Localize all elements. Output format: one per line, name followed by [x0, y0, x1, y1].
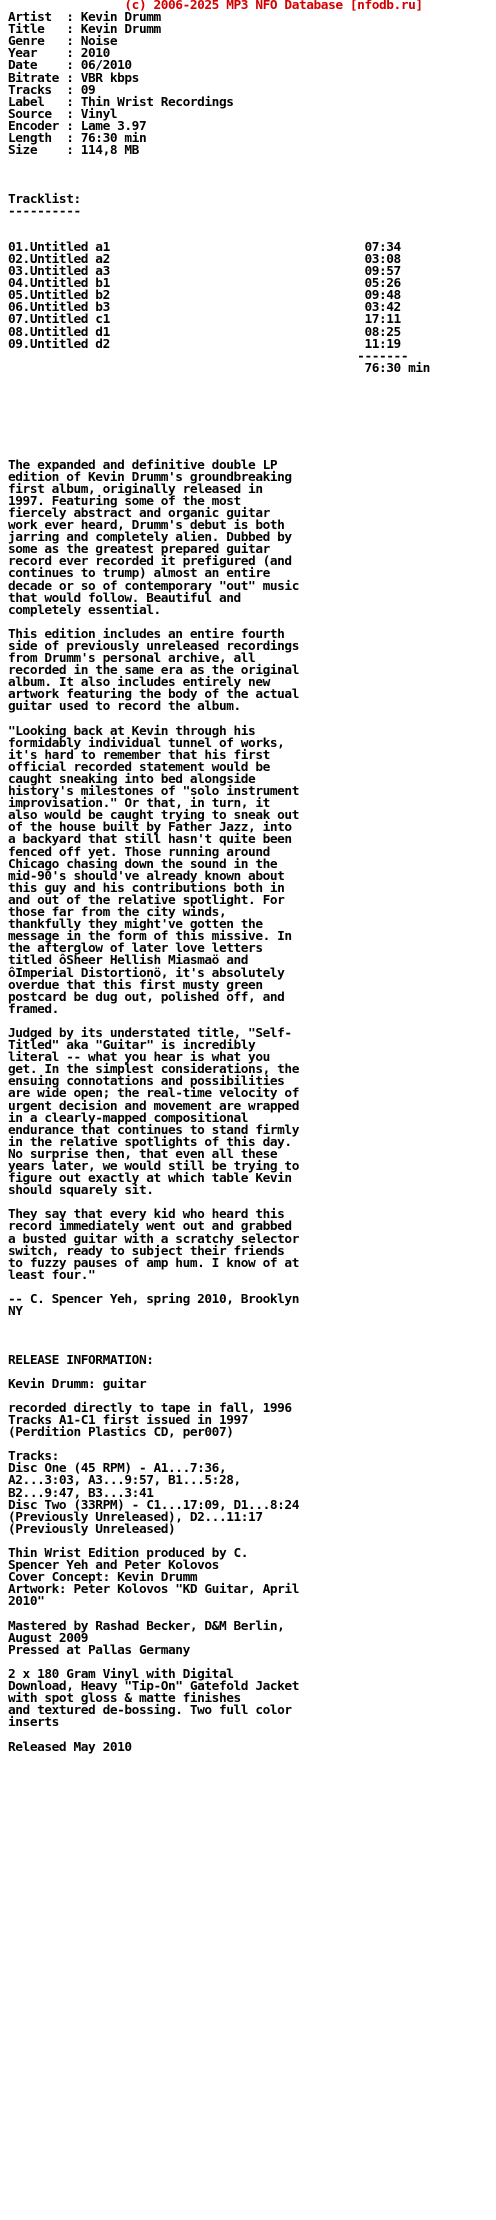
nfo-line: The expanded and definitive double LP	[8, 457, 278, 473]
nfo-line: of the house built by Father Jazz, into	[8, 820, 292, 836]
nfo-credit-header: (c) 2006-2025 MP3 NFO Database [nfodb.ru]	[8, 0, 423, 13]
nfo-line: postcard be dug out, polished off, and	[8, 989, 285, 1005]
nfo-line	[8, 399, 492, 411]
nfo-line	[8, 375, 492, 387]
nfo-line: first album, originally released in	[8, 481, 263, 497]
nfo-line: overdue that this first musty green	[8, 977, 263, 993]
nfo-line	[8, 435, 492, 447]
nfo-line: in a clearly-mapped compositional	[8, 1110, 249, 1126]
nfo-line: Artist : Kevin Drumm	[8, 10, 161, 26]
nfo-line: Date : 06/2010	[8, 58, 132, 74]
nfo-line: improvisation." Or that, in turn, it	[8, 796, 270, 812]
nfo-line: Download, Heavy "Tip-On" Gatefold Jacket	[8, 1679, 299, 1695]
nfo-line: 05.Untitled b2 09:48	[8, 288, 401, 304]
nfo-line: are wide open; the real-time velocity of	[8, 1086, 299, 1102]
nfo-line: Disc One (45 RPM) - A1...7:36,	[8, 1461, 227, 1477]
nfo-line: NY	[8, 1304, 23, 1320]
nfo-line: urgent decision and movement are wrapped	[8, 1098, 299, 1114]
nfo-line: Encoder : Lame 3.97	[8, 118, 147, 134]
nfo-line: figure out exactly at which table Kevin	[8, 1171, 292, 1187]
nfo-line: framed.	[8, 1001, 59, 1017]
nfo-line: completely essential.	[8, 602, 161, 618]
nfo-line: 01.Untitled a1 07:34	[8, 239, 401, 255]
nfo-line	[8, 218, 492, 230]
nfo-line: with spot gloss & matte finishes	[8, 1691, 241, 1707]
nfo-line: Genre : Noise	[8, 34, 118, 50]
nfo-line: mid-90's should've already known about	[8, 868, 285, 884]
nfo-line: Tracklist:	[8, 191, 81, 207]
nfo-line: recorded directly to tape in fall, 1996	[8, 1400, 292, 1416]
nfo-line: a busted guitar with a scratchy selector	[8, 1231, 299, 1247]
nfo-line: Cover Concept: Kevin Drumm	[8, 1570, 198, 1586]
nfo-line: switch, ready to subject their friends	[8, 1243, 285, 1259]
nfo-line: 02.Untitled a2 03:08	[8, 251, 401, 267]
nfo-line: message in the form of this missive. In	[8, 929, 292, 945]
nfo-line: Pressed at Pallas Germany	[8, 1642, 190, 1658]
nfo-line: fiercely abstract and organic guitar	[8, 505, 270, 521]
nfo-line: official recorded statement would be	[8, 759, 270, 775]
nfo-line: 1997. Featuring some of the most	[8, 493, 241, 509]
nfo-line: Mastered by Rashad Becker, D&M Berlin,	[8, 1618, 285, 1634]
nfo-line: a backyard that still hasn't quite been	[8, 832, 292, 848]
nfo-line	[8, 423, 492, 435]
nfo-line: Judged by its understated title, "Self-	[8, 1025, 292, 1041]
nfo-line: 08.Untitled d1 08:25	[8, 324, 401, 340]
nfo-line: (Previously Unreleased), D2...11:17	[8, 1509, 263, 1525]
nfo-line: endurance that continues to stand firmly	[8, 1122, 299, 1138]
nfo-line: Thin Wrist Edition produced by C.	[8, 1546, 249, 1561]
nfo-line: 2 x 180 Gram Vinyl with Digital	[8, 1666, 234, 1682]
nfo-line: 2010"	[8, 1594, 45, 1610]
nfo-line: record ever recorded it prefigured (and	[8, 554, 292, 570]
nfo-line: work ever heard, Drumm's debut is both	[8, 518, 285, 534]
nfo-line: caught sneaking into bed alongside	[8, 772, 256, 787]
nfo-line: jarring and completely alien. Dubbed by	[8, 530, 292, 546]
nfo-line	[8, 1318, 492, 1330]
nfo-line: least four."	[8, 1267, 96, 1283]
nfo-line: ôImperial Distortionö, it's absolutely	[8, 965, 285, 981]
nfo-line: 76:30 min	[8, 360, 430, 376]
nfo-line: recorded in the same era as the original	[8, 663, 299, 679]
nfo-line	[8, 387, 492, 399]
nfo-line: 03.Untitled a3 09:57	[8, 264, 401, 280]
nfo-line: literal -- what you hear is what you	[8, 1050, 270, 1066]
nfo-line: and out of the relative spotlight. For	[8, 892, 285, 908]
nfo-line: -- C. Spencer Yeh, spring 2010, Brooklyn	[8, 1292, 299, 1308]
nfo-line: in the relative spotlights of this day.	[8, 1134, 292, 1150]
nfo-line: "Looking back at Kevin through his	[8, 723, 256, 739]
nfo-line: Year : 2010	[8, 46, 110, 62]
nfo-line	[8, 157, 492, 169]
nfo-line: Artwork: Peter Kolovos "KD Guitar, April	[8, 1582, 299, 1598]
nfo-line: from Drumm's personal archive, all	[8, 651, 256, 667]
nfo-line: decade or so of contemporary "out" music	[8, 578, 299, 594]
nfo-line: 04.Untitled b1 05:26	[8, 276, 401, 292]
nfo-line: inserts	[8, 1715, 59, 1731]
nfo-line: edition of Kevin Drumm's groundbreaking	[8, 469, 292, 485]
nfo-line: Tracks : 09	[8, 82, 96, 98]
nfo-line	[8, 1330, 492, 1342]
nfo-line: Tracks A1-C1 first issued in 1997	[8, 1412, 249, 1428]
nfo-line: guitar used to record the album.	[8, 699, 241, 715]
nfo-line: also would be caught trying to sneak out	[8, 808, 299, 824]
nfo-line: B2...9:47, B3...3:41	[8, 1485, 154, 1501]
nfo-line: (Previously Unreleased)	[8, 1521, 176, 1537]
nfo-line: A2...3:03, A3...9:57, B1...5:28,	[8, 1473, 241, 1489]
nfo-line: Source : Vinyl	[8, 106, 118, 122]
nfo-line	[8, 1439, 492, 1451]
nfo-line: Size : 114,8 MB	[8, 143, 139, 159]
nfo-line: Chicago chasing down the sound in the	[8, 856, 278, 872]
nfo-line: RELEASE INFORMATION:	[8, 1352, 154, 1368]
nfo-line: should squarely sit.	[8, 1183, 154, 1199]
nfo-line: artwork featuring the body of the actual	[8, 687, 299, 703]
nfo-line: that would follow. Beautiful and	[8, 590, 241, 606]
nfo-line: thankfully they might've gotten the	[8, 917, 263, 933]
nfo-line: Kevin Drumm: guitar	[8, 1376, 147, 1392]
nfo-line: Bitrate : VBR kbps	[8, 70, 139, 86]
nfo-line: This edition includes an entire fourth	[8, 626, 285, 642]
nfo-line: continues to trump) almost an entire	[8, 566, 270, 582]
nfo-line: this guy and his contributions both in	[8, 880, 285, 896]
nfo-line: to fuzzy pauses of amp hum. I know of at	[8, 1255, 299, 1271]
nfo-line: Length : 76:30 min	[8, 131, 147, 147]
nfo-line: and textured de-bossing. Two full color	[8, 1703, 292, 1719]
nfo-line: side of previously unreleased recordings	[8, 638, 299, 654]
nfo-line: years later, we would still be trying to	[8, 1159, 299, 1174]
nfo-line: album. It also includes entirely new	[8, 675, 270, 691]
nfo-line: Tracks:	[8, 1449, 59, 1465]
nfo-line	[8, 169, 492, 181]
nfo-line: some as the greatest prepared guitar	[8, 542, 270, 558]
nfo-line: ensuing connotations and possibilities	[8, 1074, 285, 1090]
nfo-line: No surprise then, that even all these	[8, 1146, 278, 1162]
nfo-line: get. In the simplest considerations, the	[8, 1062, 299, 1078]
nfo-line: 07.Untitled c1 17:11	[8, 312, 401, 328]
nfo-line: August 2009	[8, 1630, 89, 1646]
nfo-line: Spencer Yeh and Peter Kolovos	[8, 1558, 219, 1574]
nfo-line: history's milestones of "solo instrument	[8, 784, 299, 800]
nfo-line: the afterglow of later love letters	[8, 941, 263, 957]
nfo-line: -------	[8, 348, 409, 364]
nfo-line: 06.Untitled b3 03:42	[8, 300, 401, 316]
nfo-line: Titled" aka "Guitar" is incredibly	[8, 1038, 256, 1054]
nfo-line: those far from the city winds,	[8, 905, 227, 921]
nfo-line: record immediately went out and grabbed	[8, 1219, 292, 1235]
nfo-line: Title : Kevin Drumm	[8, 22, 161, 38]
nfo-line: 09.Untitled d2 11:19	[8, 336, 401, 352]
nfo-line: Disc Two (33RPM) - C1...17:09, D1...8:24	[8, 1497, 299, 1513]
nfo-line: it's hard to remember that his first	[8, 747, 270, 763]
nfo-line: fenced off yet. Those running around	[8, 844, 270, 860]
nfo-line: Released May 2010	[8, 1739, 132, 1755]
nfo-line: formidably individual tunnel of works,	[8, 735, 285, 751]
nfo-line: They say that every kid who heard this	[8, 1207, 285, 1223]
nfo-line: (Perdition Plastics CD, per007)	[8, 1425, 234, 1441]
nfo-line: titled ôSheer Hellish Miasmaö and	[8, 953, 249, 969]
nfo-line: Label : Thin Wrist Recordings	[8, 94, 234, 110]
nfo-line	[8, 411, 492, 423]
nfo-document	[8, 0, 492, 1754]
nfo-line: ----------	[8, 203, 81, 219]
